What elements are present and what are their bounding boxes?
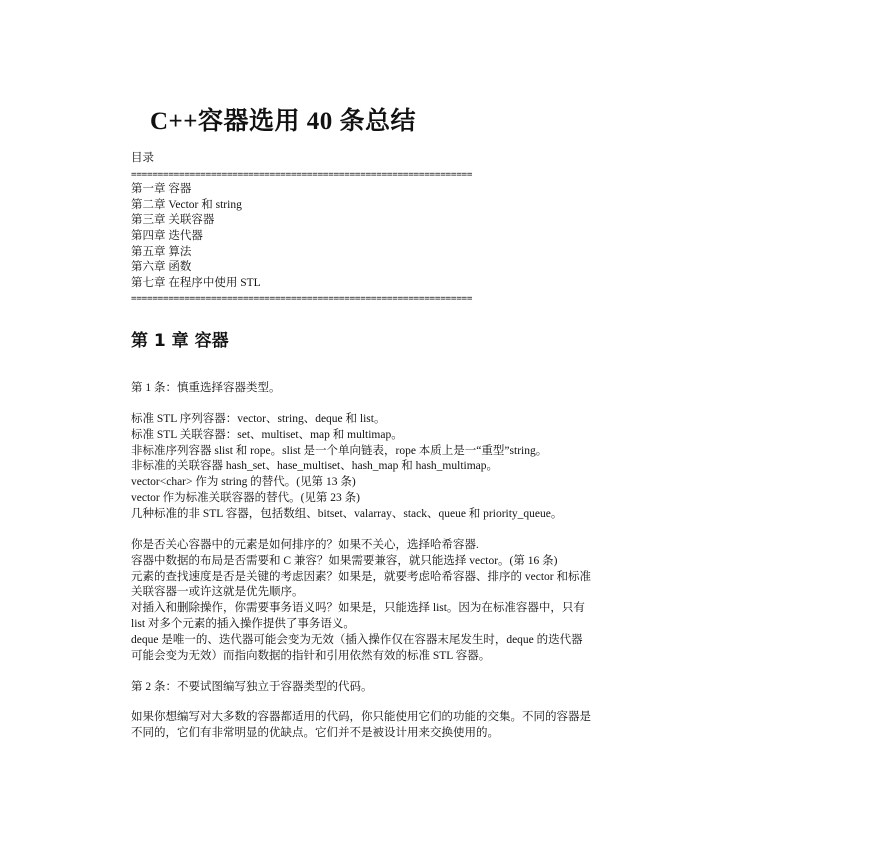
table-of-contents: [131, 151, 583, 307]
document-title: C++容器选用 40 条总结: [150, 108, 417, 135]
paragraph-line: 对插入和删除操作，你需要事务语义吗？如果是，只能选择 list。因为在标准容器中，只有: [131, 602, 585, 615]
paragraph-line: deque 是唯一的、迭代器可能会变为无效（插入操作仅在容器末尾发生时，deque 的迭代器: [131, 633, 583, 646]
paragraph-line: 标准 STL 关联容器：set、multiset、map 和 multimap。: [131, 428, 403, 441]
paragraph-line: list 对多个元素的插入操作提供了事务语义。: [131, 617, 355, 630]
toc-separator-top: ================================================================: [131, 168, 473, 180]
chapter-heading: 第 1 章 容器: [131, 331, 229, 351]
item-2-body: [131, 710, 751, 742]
selection-questions: [131, 538, 751, 664]
toc-item: 第一章 容器: [131, 183, 192, 196]
toc-item: 第五章 算法: [131, 245, 192, 258]
item-heading: 第 2 条：不要试图编写独立于容器类型的代码。: [131, 681, 373, 693]
paragraph-line: 非标准序列容器 slist 和 rope。slist 是一个单向链表，rope 本质上是一“重型”string。: [131, 444, 548, 457]
paragraph-line: 标准 STL 序列容器：vector、string、deque 和 list。: [131, 413, 386, 425]
paragraph-line: 可能会变为无效）而指向数据的指针和引用依然有效的标准 STL 容器。: [131, 649, 491, 662]
paragraph-line: vector 作为标准关联容器的替代。(见第 23 条): [131, 491, 361, 504]
toc-separator-bottom: ================================================================: [131, 293, 473, 305]
paragraph-line: 不同的，它们有非常明显的优缺点。它们并不是被设计用来交换使用的。: [131, 726, 499, 739]
item-heading: 第 1 条：慎重选择容器类型。: [131, 382, 281, 394]
toc-item: 第七章 在程序中使用 STL: [131, 276, 261, 289]
container-types-list: [131, 412, 751, 523]
paragraph-line: 关联容器一或许这就是优先顺序。: [131, 586, 304, 599]
paragraph-line: vector<char> 作为 string 的替代。(见第 13 条): [131, 476, 356, 489]
paragraph-line: 几种标准的非 STL 容器，包括数组、bitset、valarray、stack、queue 和 priority_queue。: [131, 507, 563, 520]
paragraph-line: 你是否关心容器中的元素是如何排序的？如果不关心，选择哈希容器.: [131, 539, 479, 551]
paragraph-line: 非标准的关联容器 hash_set、hase_multiset、hash_map 和 hash_multimap。: [131, 460, 499, 473]
paragraph-line: 如果你想编写对大多数的容器都适用的代码，你只能使用它们的功能的交集。不同的容器是: [131, 711, 591, 723]
toc-item: 第二章 Vector 和 string: [131, 198, 242, 211]
toc-item: 第六章 函数: [131, 261, 192, 274]
toc-heading: 目录: [131, 152, 154, 164]
toc-item: 第四章 迭代器: [131, 229, 203, 242]
paragraph-line: 元素的查找速度是否是关键的考虑因素？如果是，就要考虑哈希容器、排序的 vector 和标准: [131, 570, 591, 583]
toc-item: 第三章 关联容器: [131, 214, 215, 227]
paragraph-line: 容器中数据的布局是否需要和 C 兼容？如果需要兼容，就只能选择 vector。(第 16 条): [131, 554, 558, 567]
item-2-heading-block: [131, 680, 751, 696]
item-1-heading-block: [131, 381, 751, 397]
